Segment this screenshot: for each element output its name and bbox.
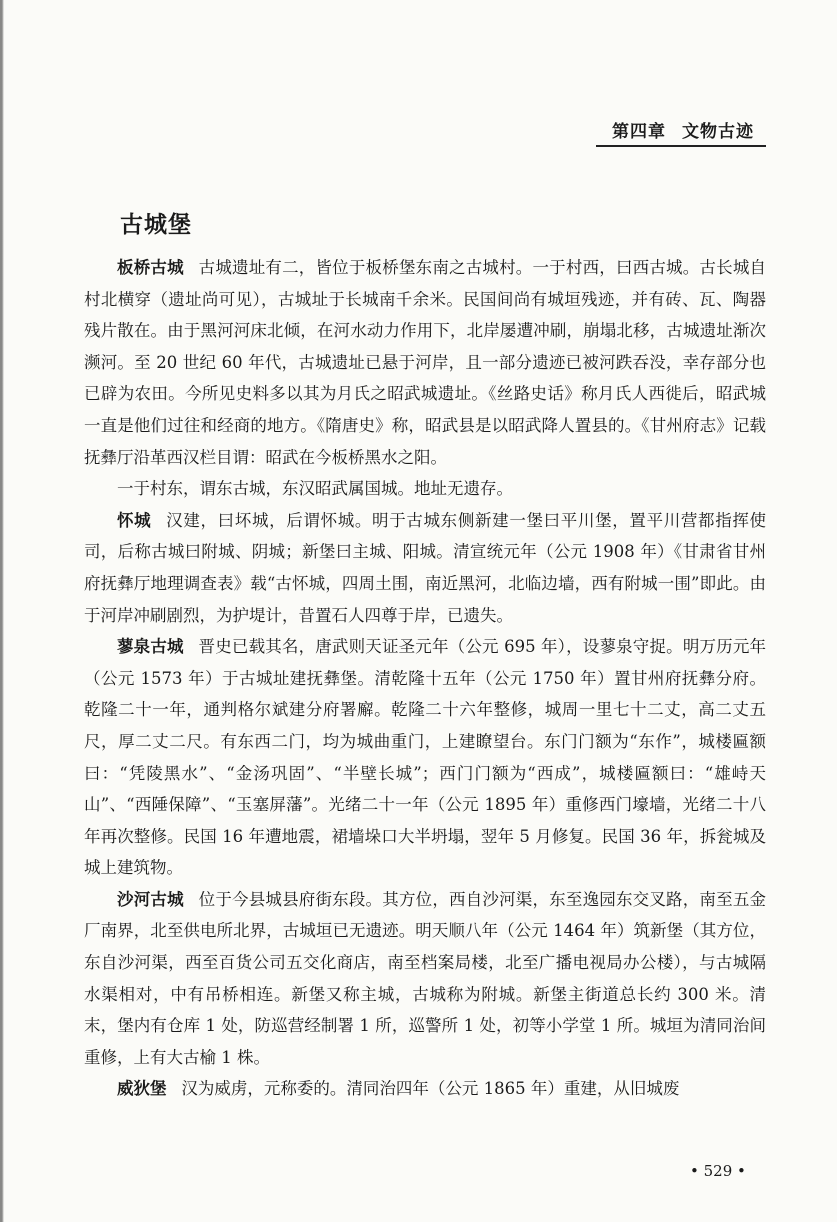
entry-term: 威狄堡	[117, 1079, 167, 1099]
paragraph	[84, 884, 766, 1074]
paragraph	[84, 1073, 766, 1105]
entry-text: 汉为威虏，元称委的。清同治四年（公元 1865 年）重建，从旧城废	[181, 1079, 680, 1099]
header-rule	[596, 145, 766, 147]
chapter-title: 文物古迹	[682, 122, 754, 142]
entry-text: 一于村东，谓东古城，东汉昭武属国城。地址无遗存。	[117, 479, 513, 499]
entry-text: 位于今县城县府街东段。其方位，西自沙河渠，东至逸园东交叉路，南至五金厂南界，北至供电所北界，古城垣已无遗迹。明天顺八年（公元 1464 年）筑新堡（其方位，东自沙河渠，西至百货公司五交化商店，南至档案局楼，北至广播电视局办公楼），与古城隔水渠相对，中有吊桥相连。新堡又称主城，古城称为附城。新堡主街道总长约 300 米。清末，堡内有仓库 1 处，防巡营经制署 1 所，巡警所 1 处，初等小学堂 1 所。城垣为清同治间重修，上有大古榆 1 株。	[84, 889, 767, 1067]
scan-binding-edge	[0, 0, 6, 1222]
entry-term: 蓼泉古城	[117, 637, 184, 657]
page-number: • 529 •	[690, 1162, 746, 1180]
entry-term: 怀城	[117, 510, 152, 530]
section-title: 古城堡	[120, 212, 192, 238]
paragraph	[84, 473, 766, 505]
body-text	[84, 252, 766, 1105]
entry-term: 板桥古城	[117, 258, 184, 277]
paragraph	[84, 505, 766, 631]
entry-term: 沙河古城	[117, 889, 184, 909]
paragraph	[84, 252, 766, 473]
chapter-number: 第四章	[612, 122, 666, 142]
paragraph	[84, 631, 766, 884]
entry-text: 晋史已载其名，唐武则天证圣元年（公元 695 年），设蓼泉守捉。明万历元年（公元 1573 年）于古城址建抚彝堡。清乾隆十五年（公元 1750 年）置甘州府抚彝分府。乾隆二十一年，通判格尔斌建分府署廨。乾隆二十六年整修，城周一里七十二丈，高二丈五尺，厚二丈二尺。有东西二门，均为城曲重门，上建瞭望台。东门门额为“东作”，城楼匾额曰：“凭陵黑水”、“金汤巩固”、“半壁长城”；西门门额为“西成”，城楼匾额曰：“雄峙天山”、“西陲保障”、“玉塞屏藩”。光绪二十一年（公元 1895 年）重修西门壕墙，光绪二十八年再次整修。民国 16 年遭地震，裙墙垛口大半坍塌，翌年 5 月修复。民国 36 年，拆瓮城及城上建筑物。	[84, 637, 767, 878]
entry-text: 古城遗址有二，皆位于板桥堡东南之古城村。一于村西，曰西古城。古长城自村北横穿（遗址尚可见），古城址于长城南千余米。民国间尚有城垣残迹，并有砖、瓦、陶器残片散在。由于黑河河床北倾，在河水动力作用下，北岸屡遭冲刷，崩塌北移，古城遗址渐次濒河。至 20 世纪 60 年代，古城遗址已悬于河岸，且一部分遗迹已被河跌吞没，幸存部分也已辟为农田。今所见史料多以其为月氏之昭武城遗址。《丝路史话》称月氏人西徙后，昭武城一直是他们过往和经商的地方。《隋唐史》称，昭武县是以昭武降人置县的。《甘州府志》记载抚彝厅沿革西汉栏目谓：昭武在今板桥黑水之阳。	[84, 258, 767, 467]
entry-text: 汉建，曰坏城，后谓怀城。明于古城东侧新建一堡曰平川堡，置平川营都指挥使司，后称古城曰附城、阴城；新堡曰主城、阳城。清宣统元年（公元 1908 年）《甘肃省甘州府抚彝厅地理调查表》载“古怀城，四周土围，南近黑河，北临边墙，西有附城一围”即此。由于河岸冲刷剧烈，为护堤计，昔置石人四尊于岸，已遗失。	[84, 510, 767, 625]
running-header	[612, 117, 754, 142]
